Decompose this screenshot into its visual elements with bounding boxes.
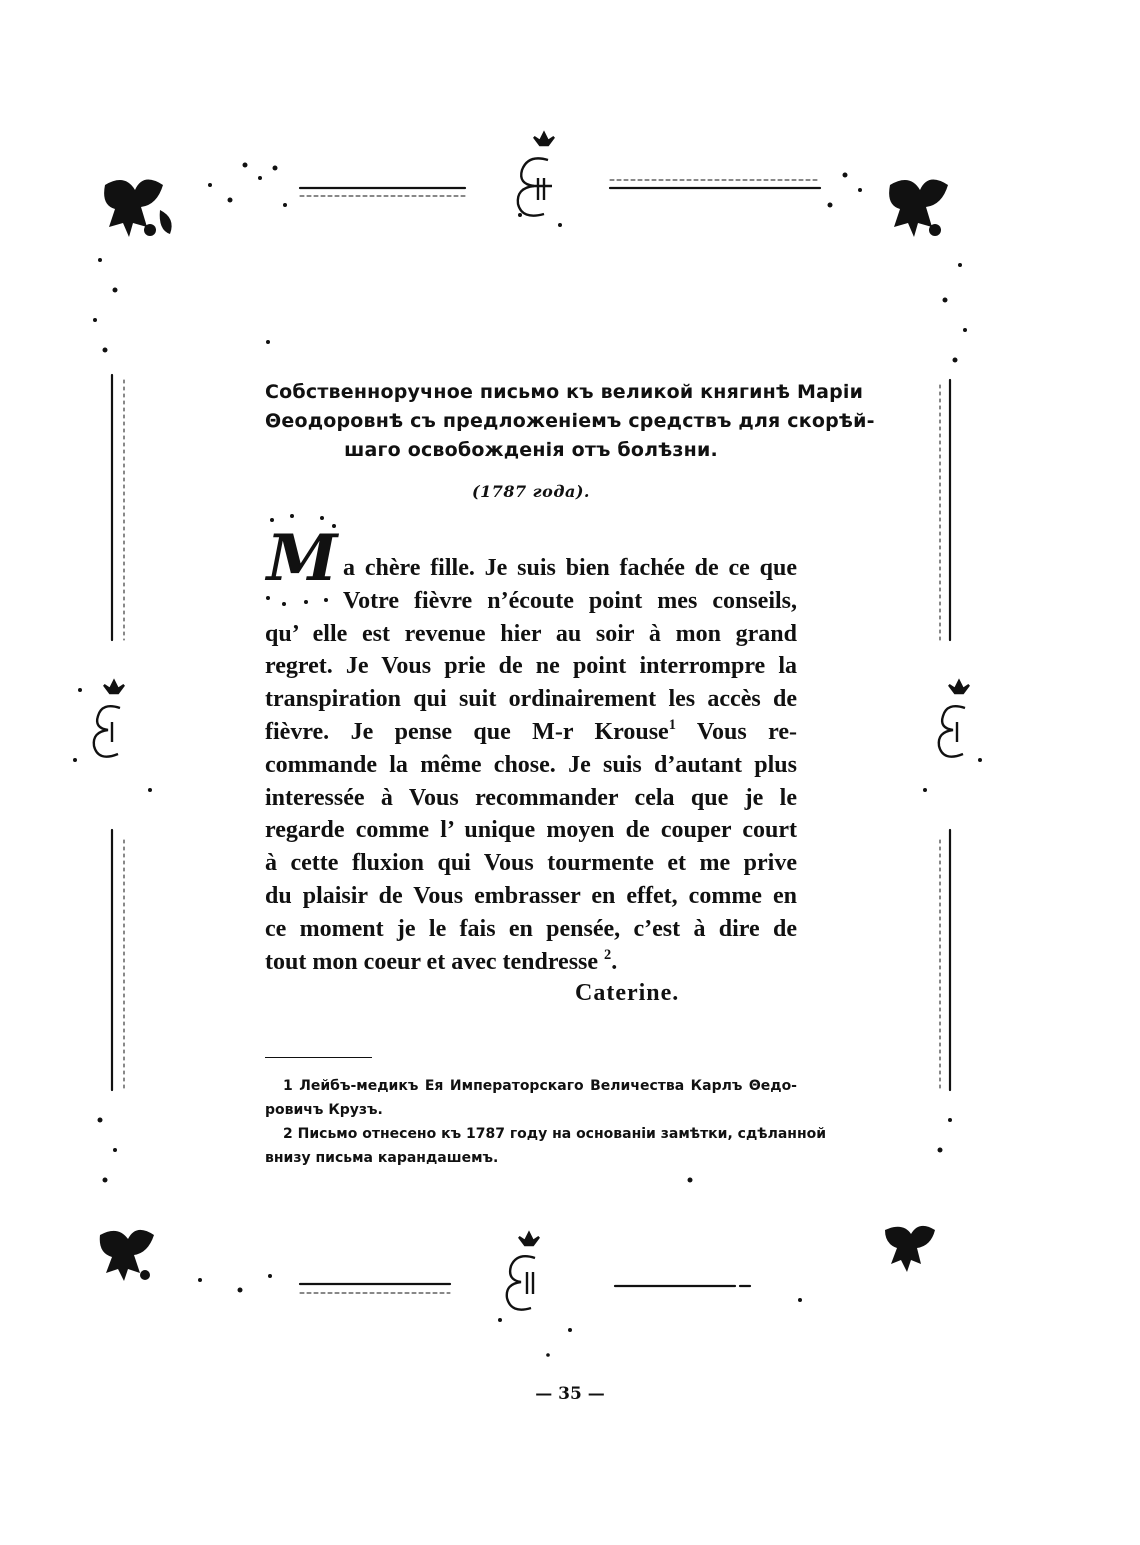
letter-heading xyxy=(265,378,875,465)
corner-eagle-icon xyxy=(104,180,172,237)
monogram-icon xyxy=(939,681,969,757)
letter-line: ce moment je le fais en pensée, c’est à dire de xyxy=(265,915,797,942)
letter-line: regarde comme l’ unique moyen de couper court xyxy=(265,817,797,844)
letter-line: transpiration qui suit ordinairement les accès de xyxy=(265,686,797,713)
letter-line: regret. Je Vous prie de ne point interrompre la xyxy=(265,653,797,680)
letter-line: à cette fluxion qui Vous tourmente et me prive xyxy=(265,850,797,877)
page-number: — 35 — xyxy=(535,1384,605,1404)
letter-line-part: tout mon coeur et avec tendresse xyxy=(265,948,599,975)
letter-line-part: . xyxy=(611,948,618,975)
footnote-divider xyxy=(265,1057,372,1058)
corner-eagle-icon xyxy=(885,1226,935,1272)
footnotes xyxy=(265,1074,827,1170)
corner-eagle-icon xyxy=(100,1230,154,1281)
footnote-line xyxy=(265,1122,827,1146)
corner-eagle-icon xyxy=(889,180,948,237)
letter-date: (1787 года). xyxy=(472,482,590,501)
letter-line: a chère fille. Je suis bien fachée de ce que xyxy=(343,555,797,581)
footnote-text: Лейбъ-медикъ Ея Императорскаго Величества Карлъ Θедо- xyxy=(299,1078,797,1094)
monogram-icon xyxy=(518,133,554,216)
letter-body xyxy=(265,552,797,978)
heading-line: Собственноручное письмо къ великой княгинѣ Маріи xyxy=(265,381,864,403)
footnote-ref: 2 xyxy=(604,946,612,963)
heading-line: Θеодоровнѣ съ предложеніемъ средствъ для скорѣй- xyxy=(265,410,875,432)
dropcap-letter: M xyxy=(266,521,338,596)
letter-line: interessée à Vous recommander cela que je le xyxy=(265,784,797,811)
letter-line xyxy=(265,716,797,749)
footnote-text: Письмо отнесено къ 1787 году на основаніи замѣтки, сдѣланной xyxy=(297,1126,827,1142)
footnote-ref: 1 xyxy=(668,716,676,733)
footnote-line: ровичъ Крузъ. xyxy=(265,1102,383,1118)
footnote-line xyxy=(265,1074,797,1098)
heading-line: шаго освобожденія отъ болѣзни. xyxy=(344,439,718,461)
footnote-number: 1 xyxy=(283,1078,293,1094)
monogram-icon xyxy=(507,1233,539,1310)
letter-line: qu’ elle est revenue hier au soir à mon grand xyxy=(265,620,797,647)
letter-line: Votre fièvre n’écoute point mes conseils, xyxy=(343,587,797,614)
letter-line-part: fièvre. Je pense que M-r Krouse xyxy=(265,718,669,745)
letter-line: commande la même chose. Je suis d’autant plus xyxy=(265,751,797,778)
letter-line-part: Vous re- xyxy=(696,718,797,745)
letter-line: du plaisir de Vous embrasser en effet, comme en xyxy=(265,882,797,909)
signature: Caterine. xyxy=(575,980,680,1006)
letter-line xyxy=(265,946,797,979)
footnote-number: 2 xyxy=(283,1126,293,1142)
footnote-line: внизу письма карандашемъ. xyxy=(265,1150,499,1166)
monogram-icon xyxy=(94,681,124,757)
